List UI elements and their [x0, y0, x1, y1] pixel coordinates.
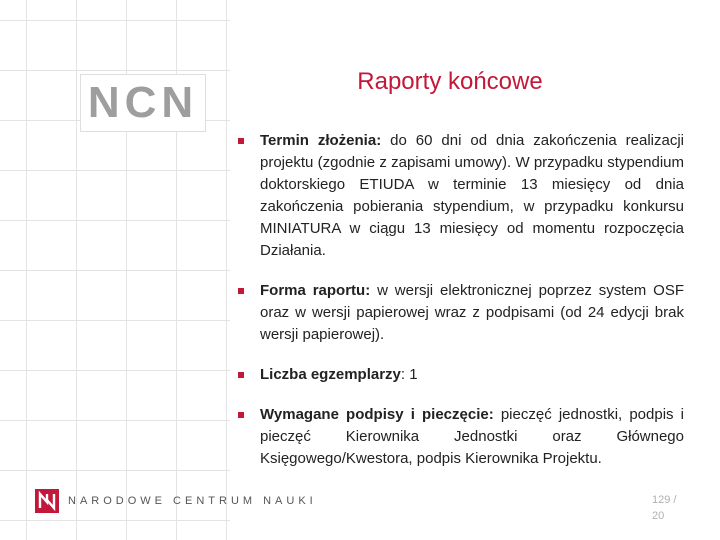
bullet-text: w wersji elektronicznej poprzez system OSF oraz w wersji papierowej wraz z podpisami (od 24 edycji brak wersji papierowej).: [260, 282, 685, 343]
bullet-square-icon: [238, 138, 244, 144]
bullet-item: [238, 280, 684, 346]
footer-logo: [34, 488, 317, 514]
ncn-mark-icon: [34, 488, 60, 514]
bullet-item: [238, 364, 684, 386]
bullet-square-icon: [238, 412, 244, 418]
bullet-text: pieczęć jednostki, podpis i pieczęć Kierownika Jednostki oraz Głównego Księgowego/Kwestora, podpis Kierownika Projektu.: [260, 406, 685, 467]
page-number: [652, 492, 676, 524]
bullet-item: [238, 404, 684, 470]
logo-text: NCN: [87, 78, 199, 127]
footer-org-name: NARODOWE CENTRUM NAUKI: [68, 495, 317, 507]
bullet-item: [238, 130, 684, 262]
bullet-label: Termin złożenia:: [260, 132, 382, 149]
page-total: 20: [652, 510, 665, 522]
bullet-list: [238, 130, 684, 488]
ncn-logo: [80, 74, 206, 132]
bullet-label: Wymagane podpisy i pieczęcie:: [260, 406, 494, 423]
page-current: 129 /: [652, 494, 677, 506]
bullet-text: do 60 dni od dnia zakończenia realizacji projektu (zgodnie z zapisami umowy). W przypadku stypendium doktorskiego ETIUDA w terminie 13 miesięcy od dnia zakończenia pobierania stypendium, w przypadku konkursu MINIATURA w ciągu 13 miesięcy od momentu rozpoczęcia Działania.: [260, 132, 684, 259]
bullet-text: : 1: [400, 366, 418, 383]
bullet-label: Liczba egzemplarzy: [260, 366, 401, 383]
bullet-label: Forma raportu:: [260, 282, 371, 299]
bullet-square-icon: [238, 288, 244, 294]
bullet-square-icon: [238, 372, 244, 378]
slide-title: Raporty końcowe: [357, 68, 543, 95]
